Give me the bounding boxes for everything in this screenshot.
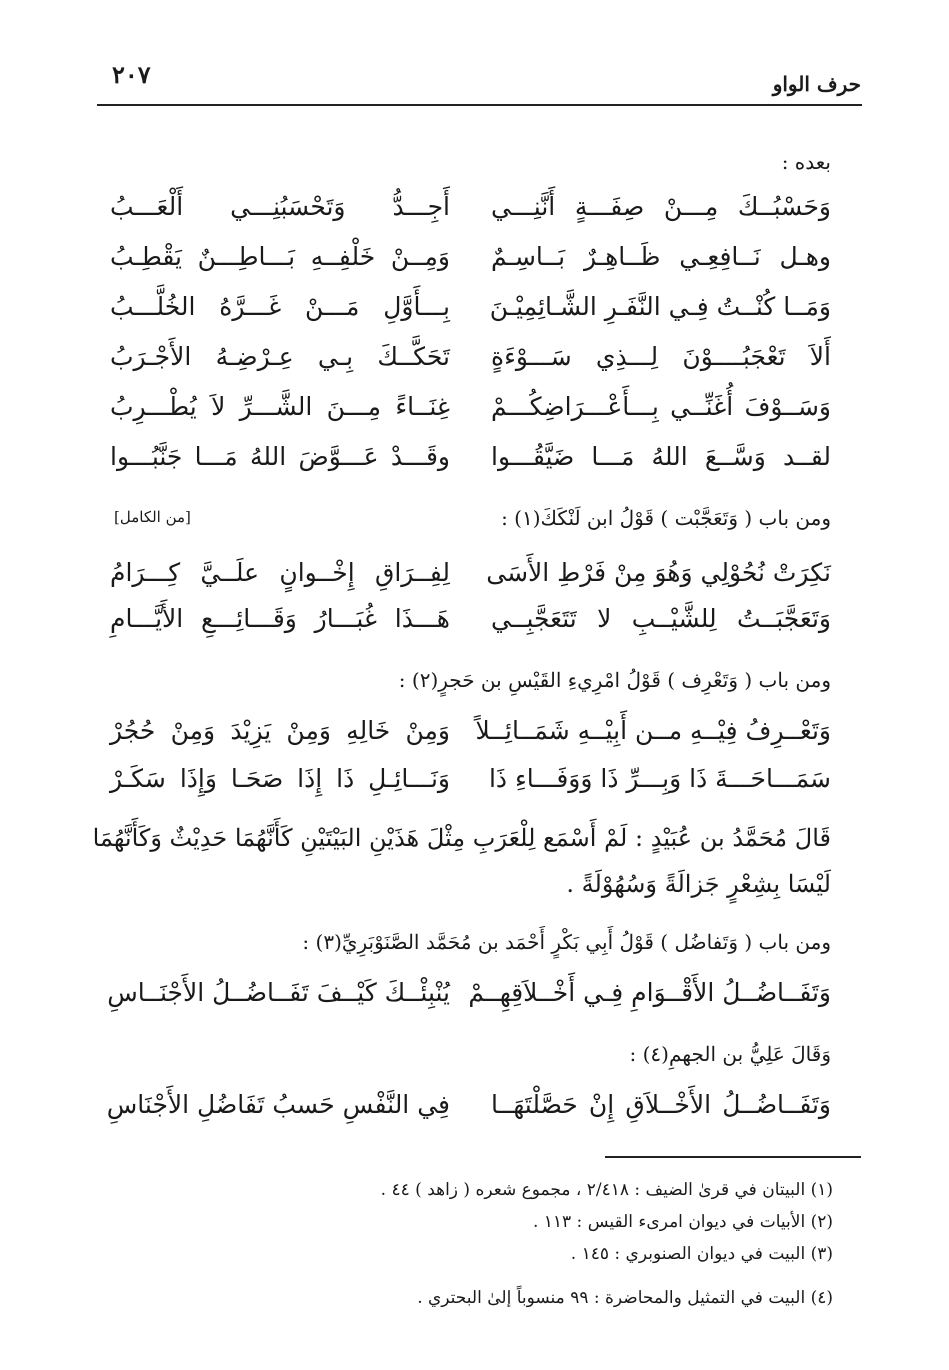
second-hemistich: وَنَـــائِـلِ ذَا إِذَا صَحَـا وَإِذَا سَكَـرْ xyxy=(110,764,450,793)
meter-label: [من الكامل] xyxy=(114,508,191,526)
verse-row xyxy=(110,604,831,652)
intro-line: ومن باب ( وَتَفاضُل ) قَوْلُ أَبِي بَكْرٍ أَحْمَد بن مُحَمَّد الصَّنَوْبَرِيِّ(٣) : xyxy=(302,930,831,954)
first-hemistich: وَمَــا كُنْــتُ فِـي النَّفَـرِ الشَّـائِمِيْـنَ xyxy=(489,292,831,321)
verse-row xyxy=(110,558,831,606)
second-hemistich: تَحَكَّــكَ بِـي عِـرْضِـهُ الأَجْـرَبُ xyxy=(110,342,450,371)
second-hemistich: وَمِنْ خَالِهِ وَمِنْ يَزِيْدَ وَمِنْ حُجُرْ xyxy=(110,716,450,745)
footnote: (١) البيتان في قرىٰ الضيف : ٢/٤١٨ ، مجموع شعره ( زاهد ) ٤٤ . xyxy=(380,1180,833,1200)
second-hemistich: أَجِـــدُّ وَتَحْسَبُنِـــي أَلْعَـــبُ xyxy=(110,192,450,221)
second-hemistich: بِـــأَوَّلِ مَـــنْ غَـــرَّهُ الخُلَّـــبُ xyxy=(110,292,450,321)
second-hemistich: وقَـــدْ عَـــوَّضَ اللهُ مَـــا جَنَّبُـــوا xyxy=(110,442,450,471)
second-hemistich: يُنْبِئْــكَ كَيْــفَ تَفَــاضُــلُ الأَجْنَــاسِ xyxy=(107,978,450,1007)
footnote: (٣) البيت في ديوان الصنوبري : ١٤٥ . xyxy=(570,1244,833,1264)
verse-row xyxy=(110,192,831,240)
prose-line: لَيْسَا بِشِعْرٍ جَزالَةً وَسُهُوْلَةً . xyxy=(566,870,831,898)
first-hemistich: وَتَفَــاضُــلُ الأَقْــوَامِ فِـي أَخْــلاَقِهِــمْ xyxy=(468,978,831,1007)
footnote: (٤) البيت في التمثيل والمحاضرة : ٩٩ منسوباً إلىٰ البحتري . xyxy=(417,1288,833,1308)
verse-row xyxy=(110,242,831,290)
intro-line: وَقَالَ عَلِيُّ بن الجهمِ(٤) : xyxy=(629,1042,831,1066)
first-hemistich: أَلاَ تَعْجَبُــــوْنَ لِـــذِي سَـــوْءَةٍ xyxy=(491,342,831,371)
verse-row xyxy=(110,716,831,764)
first-hemistich: وَتَعَجَّبَــتُ لِلشَّيْــبِ لا تَتَعَجَّبِــي xyxy=(491,604,831,633)
second-hemistich: هَـــذَا غُبَـــارُ وَقَـــائِـــعِ الأَيَّـــامِ xyxy=(110,604,450,633)
first-hemistich: وَتَفَــاضُــلُ الأَخْــلاَقِ إِنْ حَصَّلْتَهَــا xyxy=(491,1090,831,1119)
first-hemistich: نَكِرَتْ نُحُوْلِي وَهُوَ مِنْ فَرْطِ الأَسَى xyxy=(486,558,831,587)
first-hemistich: سَمَـــاحَـــةَ ذَا وَبِـــرِّ ذَا وَوَفَـــاءِ ذَا xyxy=(488,764,831,793)
verse-row xyxy=(110,342,831,390)
chapter-title: حرف الواو xyxy=(772,72,861,96)
verse-row xyxy=(110,764,831,812)
intro-line: ومن باب ( وَتَعْرِف ) قَوْلُ امْرِيءِ القَيْسِ بن حَجرٍ(٢) : xyxy=(398,668,831,692)
first-hemistich: وَسَــوْفَ أُغَنِّــي بِـــأَعْـــرَاضِكُـــمْ xyxy=(491,392,831,421)
second-hemistich: فِي النَّفْسِ حَسبُ تَفَاضُلِ الأَجْنَاسِ xyxy=(106,1090,450,1119)
first-hemistich: لقــد وَسَّــعَ اللهُ مَـــا ضَيَّقُـــوا xyxy=(491,442,831,471)
page-number: ٢٠٧ xyxy=(112,60,151,89)
second-hemistich: غِنَــاءً مِـــنَ الشَّـــرِّ لاَ يُطْـــرِبُ xyxy=(110,392,450,421)
second-hemistich: لِفِــرَاقِ إِخْــوانٍ علَــيَّ كِـــرَامُ xyxy=(110,558,450,587)
prose-line: قَالَ مُحَمَّدُ بن عُبَيْدٍ : لَمْ أَسْمَع لِلْعَرَبِ مِثْلَ هَذَيْنِ البَيْتَيْنِ كَأَنَّهُمَا حَدِيْثٌ وَكَأَنَّهُمَا xyxy=(92,824,831,852)
intro-line: بعده : xyxy=(781,150,831,174)
verse-row xyxy=(110,442,831,490)
verse-row xyxy=(110,292,831,340)
footnote-divider xyxy=(605,1156,861,1158)
verse-row xyxy=(106,1090,831,1138)
footnote: (٢) الأبيات في ديوان امرىء القيس : ١١٣ . xyxy=(532,1212,833,1232)
first-hemistich: وهـل نَــافِعِـي ظَــاهِـرٌ بَــاسِـمٌ xyxy=(491,242,831,271)
header-divider xyxy=(97,104,862,106)
first-hemistich: وَتَعْــرِفُ فِيْــهِ مــن أَبِيْــهِ شَمَــائِــلاً xyxy=(475,716,831,745)
second-hemistich: وَمِــنْ خَلْفِــهِ بَـــاطِـــنٌ يَقْطِـبُ xyxy=(110,242,450,271)
first-hemistich: وَحَسْبُــكَ مِـــنْ صِفَـــةٍ أَنَّنِـــي xyxy=(491,192,831,221)
verse-row xyxy=(107,978,831,1026)
intro-line: ومن باب ( وَتَعَجَّبْت ) قَوْلُ ابن لَنْكَكَ(١) : xyxy=(501,506,831,530)
verse-row xyxy=(110,392,831,440)
